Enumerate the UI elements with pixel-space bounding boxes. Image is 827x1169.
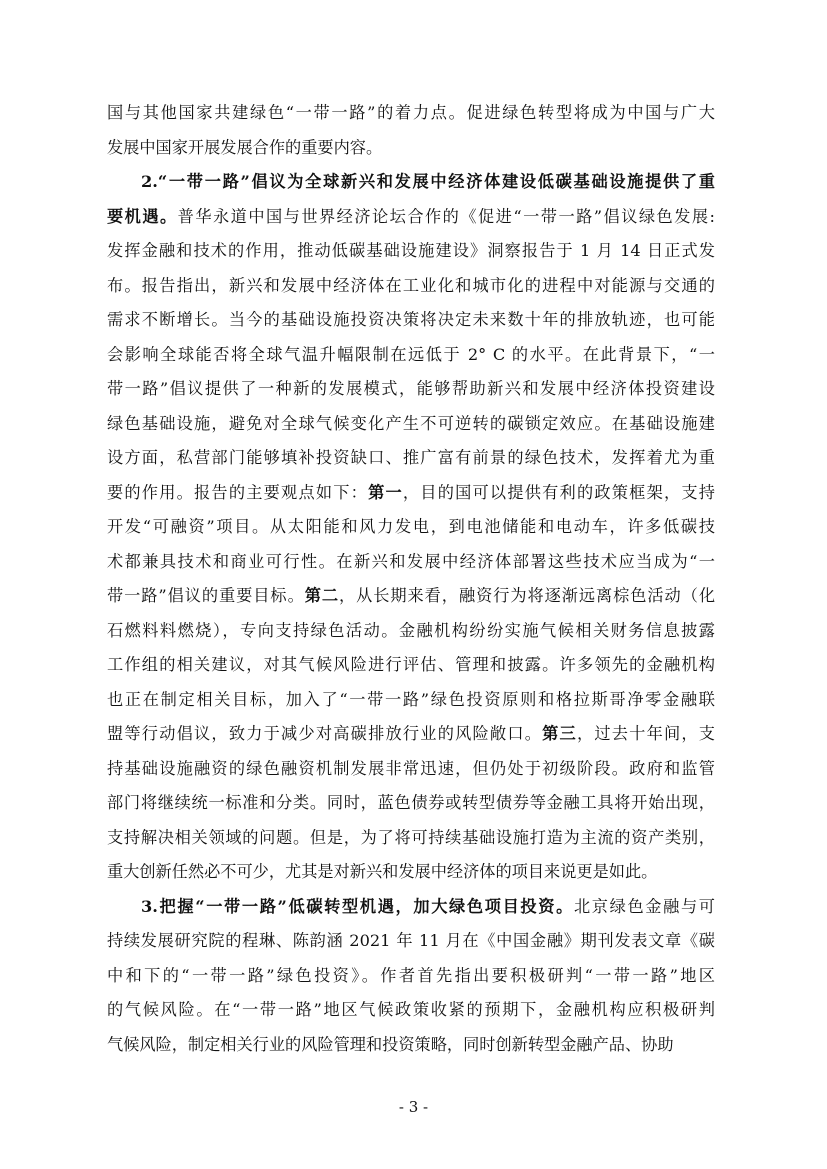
bold-text: 2.“一带一路”倡议为全球新兴和发展中经济体建设低碳基础设施提供了重 — [141, 172, 715, 191]
text-run: 要的作用。报告的主要观点如下： — [107, 482, 369, 502]
bold-text: 要机遇。 — [107, 206, 178, 226]
text-line — [107, 821, 715, 856]
text-run: 的气候风险。在“一带一路”地区气候政策收紧的预期下，金融机构应积极研判 — [107, 1000, 715, 1019]
text-run: 需求不断增长。当今的基础设施投资决策将决定未来数十年的排放轨迹，也可能 — [107, 310, 715, 329]
text-run: 开发“可融资”项目。从太阳能和风力发电，到电池储能和电动车，许多低碳技 — [107, 517, 715, 536]
text-run: 中和下的“一带一路”绿色投资》。作者首先指出要积极研判“一带一路”地区 — [107, 965, 715, 985]
text-line — [107, 545, 715, 580]
text-line — [107, 234, 715, 269]
text-run: 带一路”倡议的重要目标。 — [107, 586, 305, 605]
text-line — [107, 924, 715, 959]
text-line — [107, 959, 715, 994]
text-run: ，目的国可以提供有利的政策框架，支持 — [402, 482, 715, 502]
text-line — [107, 441, 715, 476]
text-line — [107, 96, 715, 131]
text-line — [107, 338, 715, 373]
text-run: 部门将继续统一标准和分类。同时，蓝色债券或转型债券等金融工具将开始出现， — [107, 793, 715, 812]
text-run: 国与其他国家共建绿色“一带一路”的着力点。促进绿色转型将成为中国与广大 — [107, 103, 715, 122]
text-line — [107, 752, 715, 787]
text-run: ，从长期来看，融资行为将逐渐远离棕色活动（化 — [339, 586, 716, 605]
text-line — [107, 1028, 715, 1063]
text-run: 持基础设施融资的绿色融资机制发展非常迅速，但仍处于初级阶段。政府和监管 — [107, 758, 715, 778]
bold-text: 第一 — [368, 482, 403, 502]
text-line — [107, 855, 715, 890]
bold-text: 3.把握“一带一路”低碳转型机遇，加大绿色项目投资。 — [141, 896, 574, 916]
text-line — [107, 648, 715, 683]
text-line — [107, 269, 715, 304]
text-run: 重大创新任然必不可少，尤其是对新兴和发展中经济体的项目来说更是如此。 — [107, 862, 658, 881]
text-line — [107, 303, 715, 338]
paragraph — [107, 165, 715, 890]
text-line — [107, 200, 715, 235]
text-line — [107, 786, 715, 821]
bold-text: 第二 — [304, 586, 339, 605]
text-line — [107, 372, 715, 407]
text-run: 气候风险，制定相关行业的风险管理和投资策略，同时创新转型金融产品、协助 — [107, 1034, 674, 1054]
text-line — [107, 614, 715, 649]
paragraph — [107, 96, 715, 165]
text-line — [107, 476, 715, 511]
text-line — [107, 717, 715, 752]
text-line — [107, 683, 715, 718]
text-run: 设方面，私营部门能够填补投资缺口、推广富有前景的绿色技术，发挥着尤为重 — [107, 448, 715, 467]
text-line — [107, 131, 715, 166]
text-run: 发展中国家开展发展合作的重要内容。 — [107, 137, 383, 157]
text-run: 发挥金融和技术的作用，推动低碳基础设施建设》洞察报告于 1 月 14 日正式发 — [107, 241, 715, 260]
text-run: 盟等行动倡议，致力于减少对高碳排放行业的风险敞口。 — [107, 724, 543, 743]
text-run: 北京绿色金融与可 — [573, 896, 715, 916]
text-line — [107, 407, 715, 442]
text-run: 也正在制定相关目标，加入了“一带一路”绿色投资原则和格拉斯哥净零金融联 — [107, 689, 715, 709]
bold-text: 第三 — [542, 724, 577, 743]
page-number: - 3 - — [398, 1098, 429, 1116]
text-run: 布。报告指出，新兴和发展中经济体在工业化和城市化的进程中对能源与交通的 — [107, 275, 715, 295]
text-run: ，过去十年间，支 — [576, 724, 715, 743]
text-run: 会影响全球能否将全球气温升幅限制在远低于 2° C 的水平。在此背景下，“一 — [107, 344, 715, 364]
text-run: 持续发展研究院的程琳、陈韵涵 2021 年 11 月在《中国金融》期刊发表文章《碳 — [107, 931, 715, 950]
text-line — [107, 890, 715, 925]
text-run: 石燃料料燃烧），专向支持绿色活动。金融机构纷纷实施气候相关财务信息披露 — [107, 620, 715, 640]
text-run: 支持解决相关领域的问题。但是，为了将可持续基础设施打造为主流的资产类别， — [107, 827, 715, 847]
text-line — [107, 993, 715, 1028]
text-run: 普华永道中国与世界经济论坛合作的《促进“一带一路”倡议绿色发展: — [177, 206, 715, 226]
text-line — [107, 510, 715, 545]
text-run: 绿色基础设施，避免对全球气候变化产生不可逆转的碳锁定效应。在基础设施建 — [107, 413, 715, 433]
text-line — [107, 165, 715, 200]
text-run: 术都兼具技术和商业可行性。在新兴和发展中经济体部署这些技术应当成为“一 — [107, 551, 715, 571]
document-body — [107, 96, 715, 1062]
text-line — [107, 579, 715, 614]
paragraph — [107, 890, 715, 1063]
text-run: 带一路”倡议提供了一种新的发展模式，能够帮助新兴和发展中经济体投资建设 — [107, 379, 715, 398]
text-run: 工作组的相关建议，对其气候风险进行评估、管理和披露。许多领先的金融机构 — [107, 655, 715, 674]
